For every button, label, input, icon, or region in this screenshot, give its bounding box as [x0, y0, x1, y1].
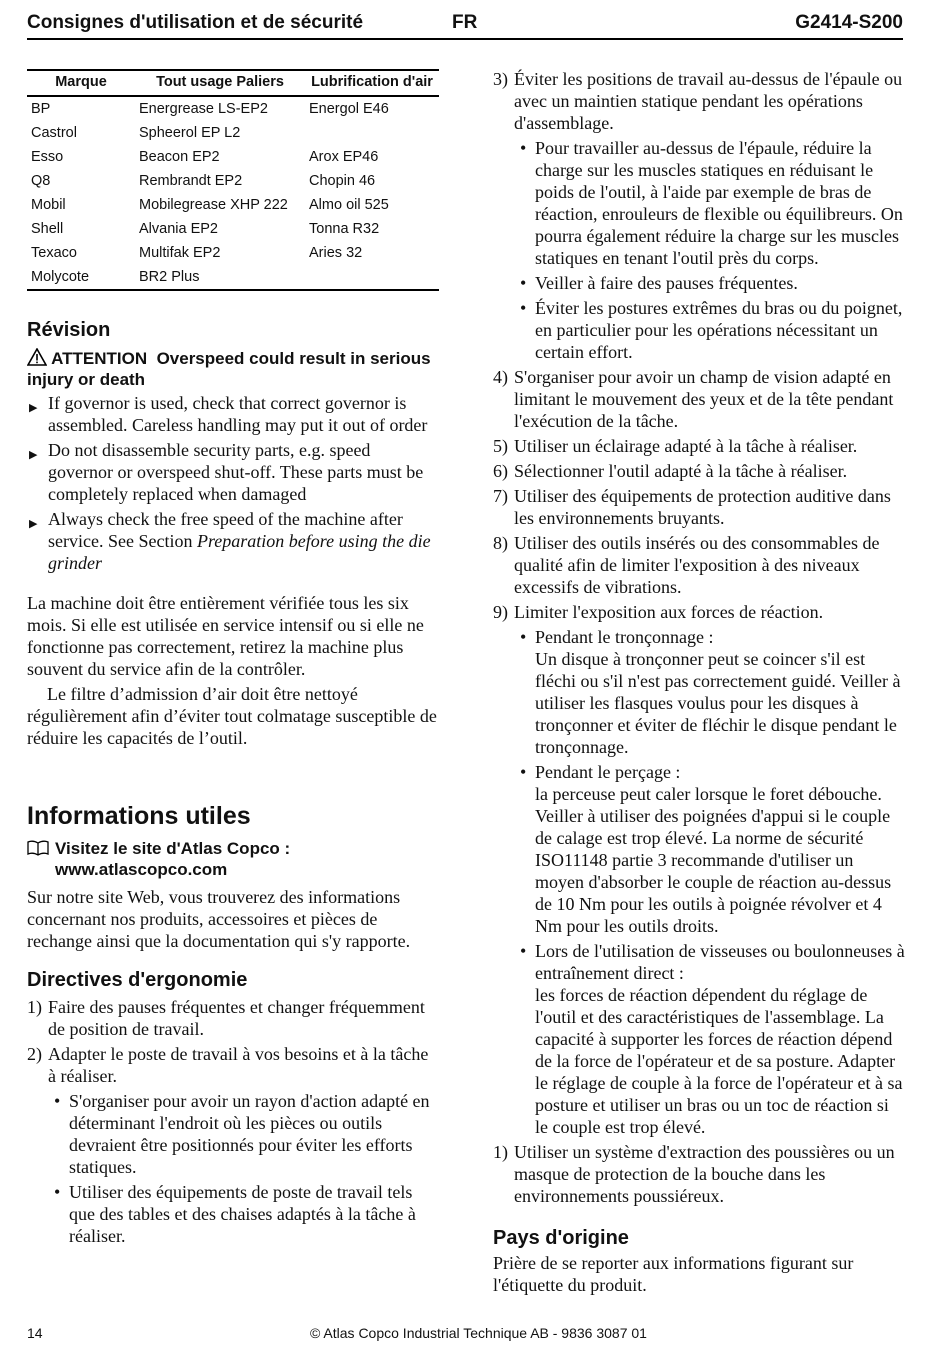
list-item: [493, 532, 905, 598]
list-item: [493, 272, 905, 294]
column-header: Lubrification d'air: [305, 70, 439, 96]
website-block: [27, 838, 439, 880]
item-text: Faire des pauses fréquentes et changer fréquemment de position de travail.: [48, 997, 425, 1039]
list-item: [493, 366, 905, 432]
table-row: [27, 96, 439, 121]
cell: Multifak EP2: [139, 245, 221, 261]
revision-paragraph: La machine doit être entièrement vérifiée tous les six mois. Si elle est utilisée en service intensif ou si elle ne fonctionne pas correctement, retirez la machine plus souvent du service afin de la contrôler.: [27, 593, 424, 679]
table-row: [27, 193, 439, 217]
product-code: G2414-S200: [795, 12, 903, 33]
origin-heading: Pays d'origine: [493, 1227, 629, 1249]
cell: Energol E46: [309, 101, 389, 117]
warning-block: [27, 348, 439, 390]
item-text: Utiliser un éclairage adapté à la tâche à réaliser.: [514, 436, 858, 456]
bullet-icon: •: [520, 941, 527, 961]
item-text: Utiliser des équipements de protection auditive dans les environnements bruyants.: [514, 486, 891, 528]
warning-triangle-icon: [27, 348, 47, 366]
cell: Energrease LS-EP2: [139, 101, 268, 117]
cell: BR2 Plus: [135, 265, 305, 290]
cell: Spheerol EP L2: [139, 125, 241, 141]
list-item: [493, 485, 905, 529]
revision-heading: Révision: [27, 319, 111, 341]
warning-text: Overspeed could result in serious injury or death: [27, 349, 431, 389]
item-number: 3): [493, 69, 508, 89]
cell: Shell: [31, 221, 64, 237]
list-item: [493, 940, 905, 1138]
list-item: [493, 435, 905, 457]
info-section: [27, 802, 439, 1250]
item-text: les forces de réaction dépendent du réglage de l'outil et des caractéristiques de l'assemblage. La capacité à supporter les forces de réaction dépend de la force de l'opérateur et de sa posture. Adapter le réglage de couple à la force de l'opérateur et à sa posture et utiliser un bras ou un toc de réaction si le couple est trop élevé.: [535, 985, 903, 1137]
item-number: 1): [27, 997, 42, 1017]
table-header-row: [27, 70, 439, 96]
cell: Mobil: [31, 197, 66, 213]
cell: Arox EP46: [309, 149, 379, 165]
bullet-icon: •: [520, 273, 527, 293]
page-number: 14: [27, 1325, 43, 1341]
list-item: [493, 1141, 905, 1207]
table-row: [27, 265, 439, 290]
item-number: 6): [493, 461, 508, 481]
column-header: Tout usage Paliers: [135, 70, 305, 96]
info-text: Sur notre site Web, vous trouverez des informations concernant nos produits, accessoires et pièces de rechange ainsi que la documentation qui s'y rapporte.: [27, 887, 411, 951]
cell: Castrol: [31, 125, 77, 141]
item-text: Utiliser des équipements de poste de travail tels que des tables et des chaises adaptés à la tâche à réaliser.: [69, 1182, 416, 1246]
list-item: [493, 68, 905, 134]
book-icon: [27, 840, 49, 856]
item-text: Veiller à faire des pauses fréquentes.: [535, 273, 798, 293]
list-item: [493, 460, 905, 482]
list-item: [27, 996, 439, 1040]
bullet-icon: •: [54, 1091, 61, 1111]
list-item: [27, 1090, 439, 1178]
item-text: Éviter les postures extrêmes du bras ou du poignet, en particulier pour les opérations nécessitant un certain effort.: [535, 298, 903, 362]
arrow-icon: ▶: [29, 402, 38, 414]
table-row: [27, 169, 439, 193]
lubricant-table: [27, 69, 439, 291]
item-number: 1): [493, 1142, 508, 1162]
list-item: [27, 508, 439, 574]
item-number: 2): [27, 1044, 42, 1064]
page-header: [27, 10, 903, 40]
section-reference: Preparation before using the die grinder: [48, 531, 431, 573]
item-text: Do not disassemble security parts, e.g. speed governor or overspeed shut-off. These parts must be completely replaced when damaged: [48, 440, 424, 504]
bullet-icon: •: [54, 1182, 61, 1202]
cell: BP: [31, 101, 51, 117]
cell: Molycote: [27, 265, 135, 290]
cell: [305, 121, 439, 145]
arrow-icon: ▶: [29, 449, 38, 461]
list-item: [493, 137, 905, 269]
copyright-notice: © Atlas Copco Industrial Technique AB - 9836 3087 01: [310, 1325, 647, 1341]
item-text: Sélectionner l'outil adapté à la tâche à réaliser.: [514, 461, 848, 481]
warning-label: ATTENTION: [51, 349, 148, 368]
arrow-icon: ▶: [29, 518, 38, 530]
list-item: [27, 392, 439, 436]
revision-section: [27, 319, 439, 749]
item-text: Limiter l'exposition aux forces de réaction.: [514, 602, 824, 622]
list-item: [493, 761, 905, 937]
list-item: [493, 601, 905, 623]
bullet-icon: •: [520, 627, 527, 647]
table-row: [27, 241, 439, 265]
item-text: Adapter le poste de travail à vos besoins et à la tâche à réaliser.: [48, 1044, 429, 1086]
item-title: Lors de l'utilisation de visseuses ou boulonneuses à entraînement direct :: [535, 941, 905, 983]
cell: Texaco: [31, 245, 77, 261]
item-title: Pendant le perçage :: [535, 762, 681, 782]
item-number: 9): [493, 602, 508, 622]
item-text: Utiliser un système d'extraction des poussières ou un masque de protection de la bouche dans les environnements poussiéreux.: [514, 1142, 895, 1206]
cell: Beacon EP2: [139, 149, 220, 165]
list-item: [27, 439, 439, 505]
cell: Aries 32: [309, 245, 363, 261]
list-item: [493, 297, 905, 363]
table-row: [27, 121, 439, 145]
column-header: Marque: [27, 70, 135, 96]
revision-paragraph: Le filtre d’admission d’air doit être nettoyé régulièrement afin d’éviter tout colmatage susceptible de réduire les capacités de l’outil.: [27, 684, 437, 748]
bullet-icon: •: [520, 138, 527, 158]
cell: Alvania EP2: [139, 221, 218, 237]
bullet-icon: •: [520, 762, 527, 782]
list-item: [493, 626, 905, 758]
list-item: [27, 1181, 439, 1247]
cell: Q8: [31, 173, 51, 189]
item-number: 5): [493, 436, 508, 456]
table-row: [27, 217, 439, 241]
bullet-icon: •: [520, 298, 527, 318]
cell: Esso: [31, 149, 64, 165]
cell: Tonna R32: [309, 221, 380, 237]
item-number: 4): [493, 367, 508, 387]
info-heading: Informations utiles: [27, 802, 251, 830]
item-text: Utiliser des outils insérés ou des consommables de qualité afin de limiter l'exposition à des niveaux excessifs de vibrations.: [514, 533, 880, 597]
document-title: Consignes d'utilisation et de sécurité: [27, 12, 364, 33]
item-text: Un disque à tronçonner peut se coincer s'il est fléchi ou s'il n'est pas correctement guidé. Veiller à utiliser les flasques voulus pour les disques à tronçonner et éviter de fléchir le disque pendant le tronçonnage.: [535, 649, 901, 757]
origin-text: Prière de se reporter aux informations figurant sur l'étiquette du produit.: [493, 1253, 854, 1295]
item-number: 7): [493, 486, 508, 506]
item-text: If governor is used, check that correct governor is assembled. Careless handling may put it out of order: [48, 393, 428, 435]
website-url[interactable]: www.atlascopco.com: [55, 860, 228, 879]
list-item: [27, 1043, 439, 1087]
item-text: S'organiser pour avoir un champ de vision adapté en limitant le mouvement des yeux et de la tête pendant l'exécution de la tâche.: [514, 367, 894, 431]
table-row: [27, 145, 439, 169]
item-text: la perceuse peut caler lorsque le foret débouche. Veiller à utiliser des poignées d'appui si le couple de calage est trop élevé. La norme de sécurité ISO11148 partie 3 recommande d'utiliser un moyen d'absorber le couple de réaction au-dessus de 10 Nm pour les outils à poignée révolver et 4 Nm pour les outils droits.: [535, 784, 892, 936]
item-title: Pendant le tronçonnage :: [535, 627, 714, 647]
item-text: Éviter les positions de travail au-dessus de l'épaule ou avec un maintien statique pendant les opérations d'assemblage.: [514, 69, 903, 133]
item-text: Pour travailler au-dessus de l'épaule, réduire la charge sur les muscles statiques en réduisant le poids de l'outil, à l'aide par exemple de bras de réaction, enrouleurs de flexible ou équilibreurs. On pourra également réduire la charge sur les muscles statiques en tenant l'outil près du corps.: [535, 138, 903, 268]
item-text: Always check the free speed of the machine after service. See Section: [48, 509, 403, 551]
cell: Almo oil 525: [309, 197, 389, 213]
website-title: Visitez le site d'Atlas Copco :: [55, 839, 291, 858]
language-code: FR: [452, 12, 478, 33]
right-column: [493, 68, 905, 1296]
item-text: S'organiser pour avoir un rayon d'action adapté en déterminant l'endroit où les pièces ou outils devraient être positionnés pour éviter les efforts statiques.: [69, 1091, 430, 1177]
cell: [305, 265, 439, 290]
item-number: 8): [493, 533, 508, 553]
cell: Chopin 46: [309, 173, 376, 189]
cell: Mobilegrease XHP 222: [139, 197, 288, 213]
ergonomics-heading: Directives d'ergonomie: [27, 969, 248, 991]
cell: Rembrandt EP2: [139, 173, 243, 189]
